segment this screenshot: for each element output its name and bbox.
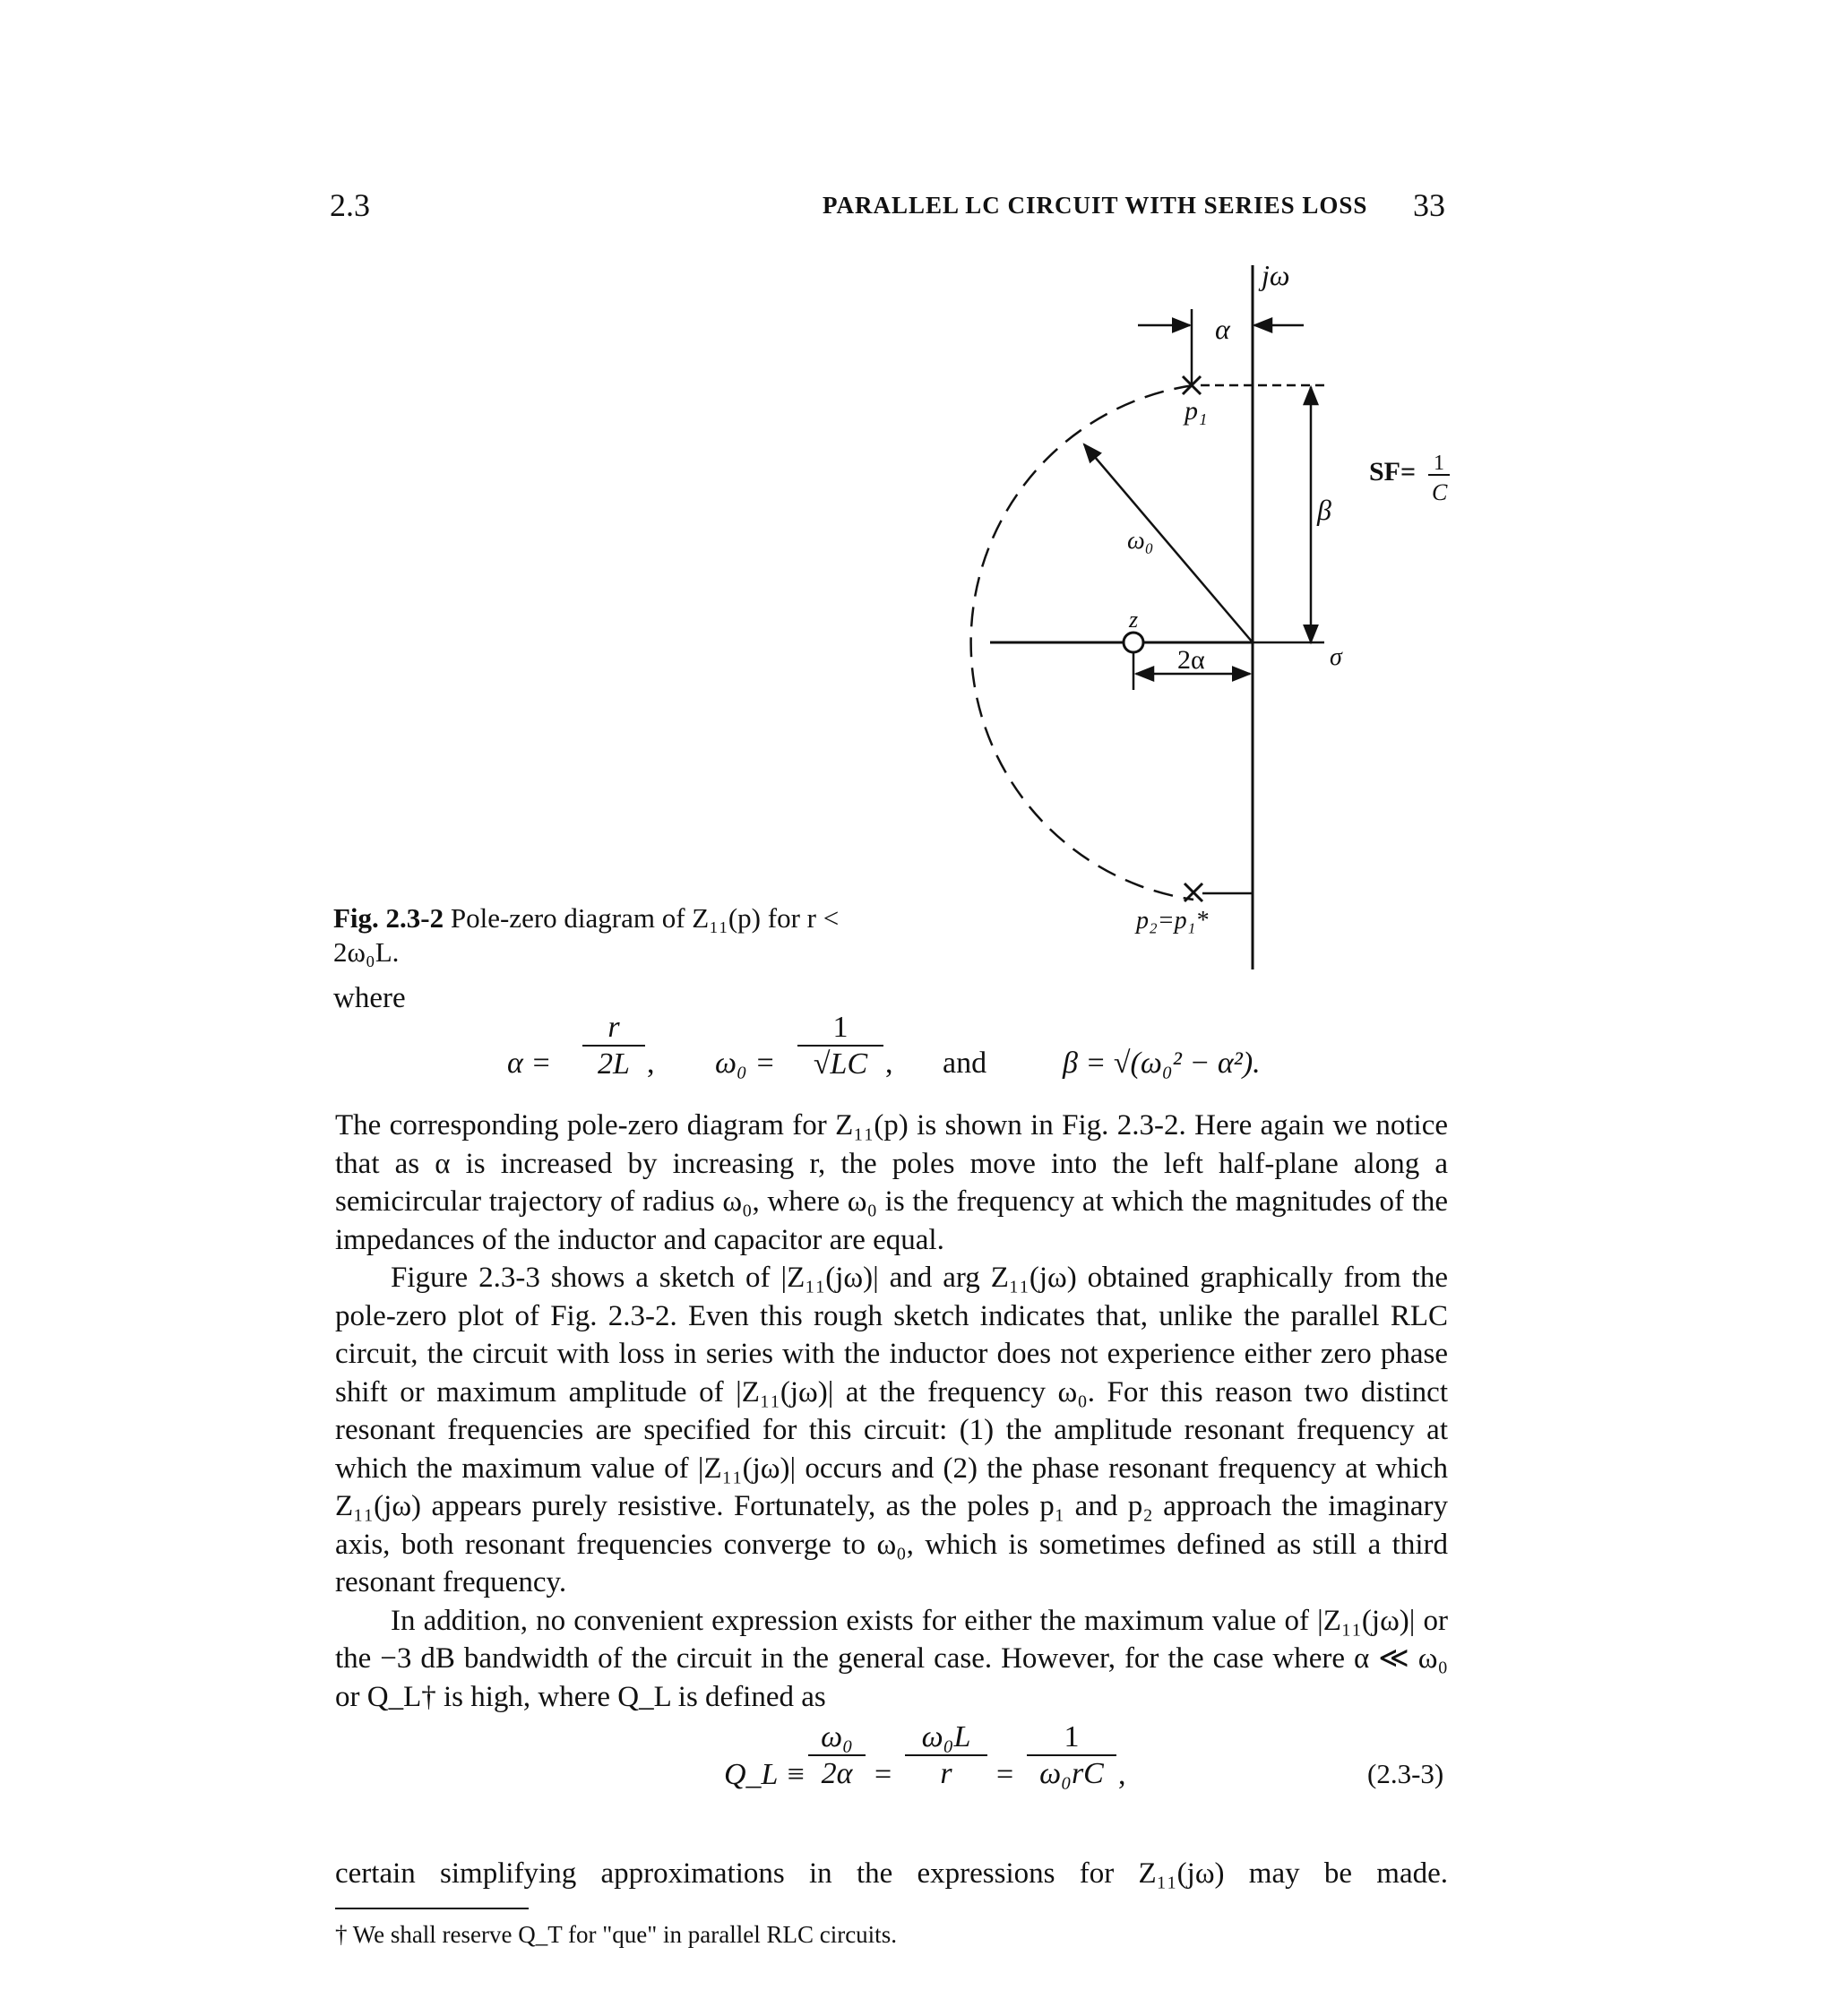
eq-lhs: Q_L ≡	[724, 1758, 806, 1791]
alpha-label: α	[1215, 313, 1230, 345]
caption-text: Pole-zero diagram of Z₁₁(p) for r < 2ω₀L.	[333, 902, 840, 968]
eq-f2-den: r	[940, 1757, 952, 1790]
beta-label: β	[1317, 494, 1331, 526]
final-line: certain simplifying approximations in the expressions for Z₁₁(jω) may be made.	[335, 1857, 1448, 1890]
omega-lhs: ω₀ =	[715, 1047, 776, 1080]
sf-den: C	[1432, 479, 1448, 505]
running-title: PARALLEL LC CIRCUIT WITH SERIES LOSS	[823, 192, 1368, 219]
radius-label: ω₀	[1127, 527, 1154, 555]
comma-1: ,	[647, 1047, 655, 1080]
paragraph-3: In addition, no convenient expression exists for either the maximum value of |Z₁₁(jω)| or the −3 dB bandwidth of the circuit in the general case. However, for the case where α ≪ ω₀ or Q_L† is high, where Q_L is defined as	[335, 1604, 1448, 1713]
eq-f1-den: 2α	[821, 1757, 853, 1790]
figure-caption	[333, 901, 907, 969]
eq-f2-num: ω₀L	[905, 1720, 987, 1756]
axis-real-label: σ	[1330, 643, 1342, 671]
alpha-fraction	[582, 1011, 645, 1082]
eq-fraction-1	[808, 1720, 866, 1792]
zero-mark	[1124, 633, 1143, 652]
alpha-lhs: α =	[507, 1047, 552, 1080]
section-number: 2.3	[330, 187, 370, 223]
eq-equals-1: =	[874, 1758, 892, 1791]
paragraph-2: Figure 2.3-3 shows a sketch of |Z₁₁(jω)| and arg Z₁₁(jω) obtained graphically from the pole-zero plot of Fig. 2.3-2. Even this rough sketch indicates that, unlike the parallel RLC circuit, the circuit with loss in series with the inductor does not experience either zero phase shift or maximum amplitude of |Z₁₁(jω)| at the frequency ω₀. For this reason two distinct resonant frequencies are specified for this circuit: (1) the amplitude resonant frequency at which the maximum value of |Z₁₁(jω)| occurs and (2) the phase resonant frequency at which Z₁₁(jω) appears purely resistive. Fortunately, as the poles p₁ and p₂ approach the imaginary axis, both resonant frequencies converge to ω₀, which is sometimes defined as still a third resonant frequency.	[335, 1262, 1448, 1598]
body-text	[335, 1107, 1448, 1716]
radius-arrow	[1084, 444, 1253, 642]
page-number: 33	[1413, 187, 1445, 223]
eq-tail: ,	[1118, 1758, 1126, 1791]
eq-f3-num: 1	[1027, 1720, 1116, 1756]
zero-label: z	[1129, 607, 1139, 633]
caption-fig-number: Fig. 2.3-2	[333, 902, 444, 934]
footnote: † We shall reserve Q_T for "que" in parallel RLC circuits.	[335, 1921, 897, 1948]
omega-num: 1	[797, 1011, 883, 1047]
two-alpha-label: 2α	[1177, 645, 1205, 675]
comma-2: ,	[885, 1047, 893, 1080]
eq-number: (2.3-3)	[1367, 1758, 1444, 1789]
sf-num: 1	[1434, 452, 1444, 475]
pole-upper-label: p₁	[1185, 396, 1208, 426]
beta-expression: β = √(ω₀² − α²).	[1063, 1047, 1261, 1080]
sf-label: SF=	[1369, 457, 1417, 487]
omega-fraction	[797, 1011, 883, 1082]
where-label: where	[333, 982, 406, 1014]
eq-fraction-2	[905, 1720, 987, 1792]
eq-f3-den: ω₀rC	[1039, 1757, 1104, 1790]
alpha-num: r	[582, 1011, 645, 1047]
eq-f1-num: ω₀	[808, 1720, 866, 1756]
definitions-equation	[0, 1011, 1835, 1109]
alpha-den: 2L	[598, 1047, 630, 1081]
axis-imag-label: jω	[1262, 259, 1290, 291]
pole-lower-label: p₂=p₁*	[1136, 907, 1209, 935]
and-word: and	[943, 1047, 987, 1080]
eq-equals-2: =	[996, 1758, 1014, 1791]
omega-den: √LC	[813, 1047, 868, 1081]
eq-fraction-3	[1027, 1720, 1116, 1792]
paragraph-1: The corresponding pole-zero diagram for Z₁₁(p) is shown in Fig. 2.3-2. Here again we notice that as α is increased by increasing r, the poles move into the left half-plane along a semicircular trajectory of radius ω₀, where ω₀ is the frequency at which the magnitudes of the impedances of the inductor and capacitor are equal.	[335, 1109, 1448, 1256]
equation-2-3-3	[0, 1720, 1835, 1828]
footnote-rule	[335, 1908, 529, 1909]
